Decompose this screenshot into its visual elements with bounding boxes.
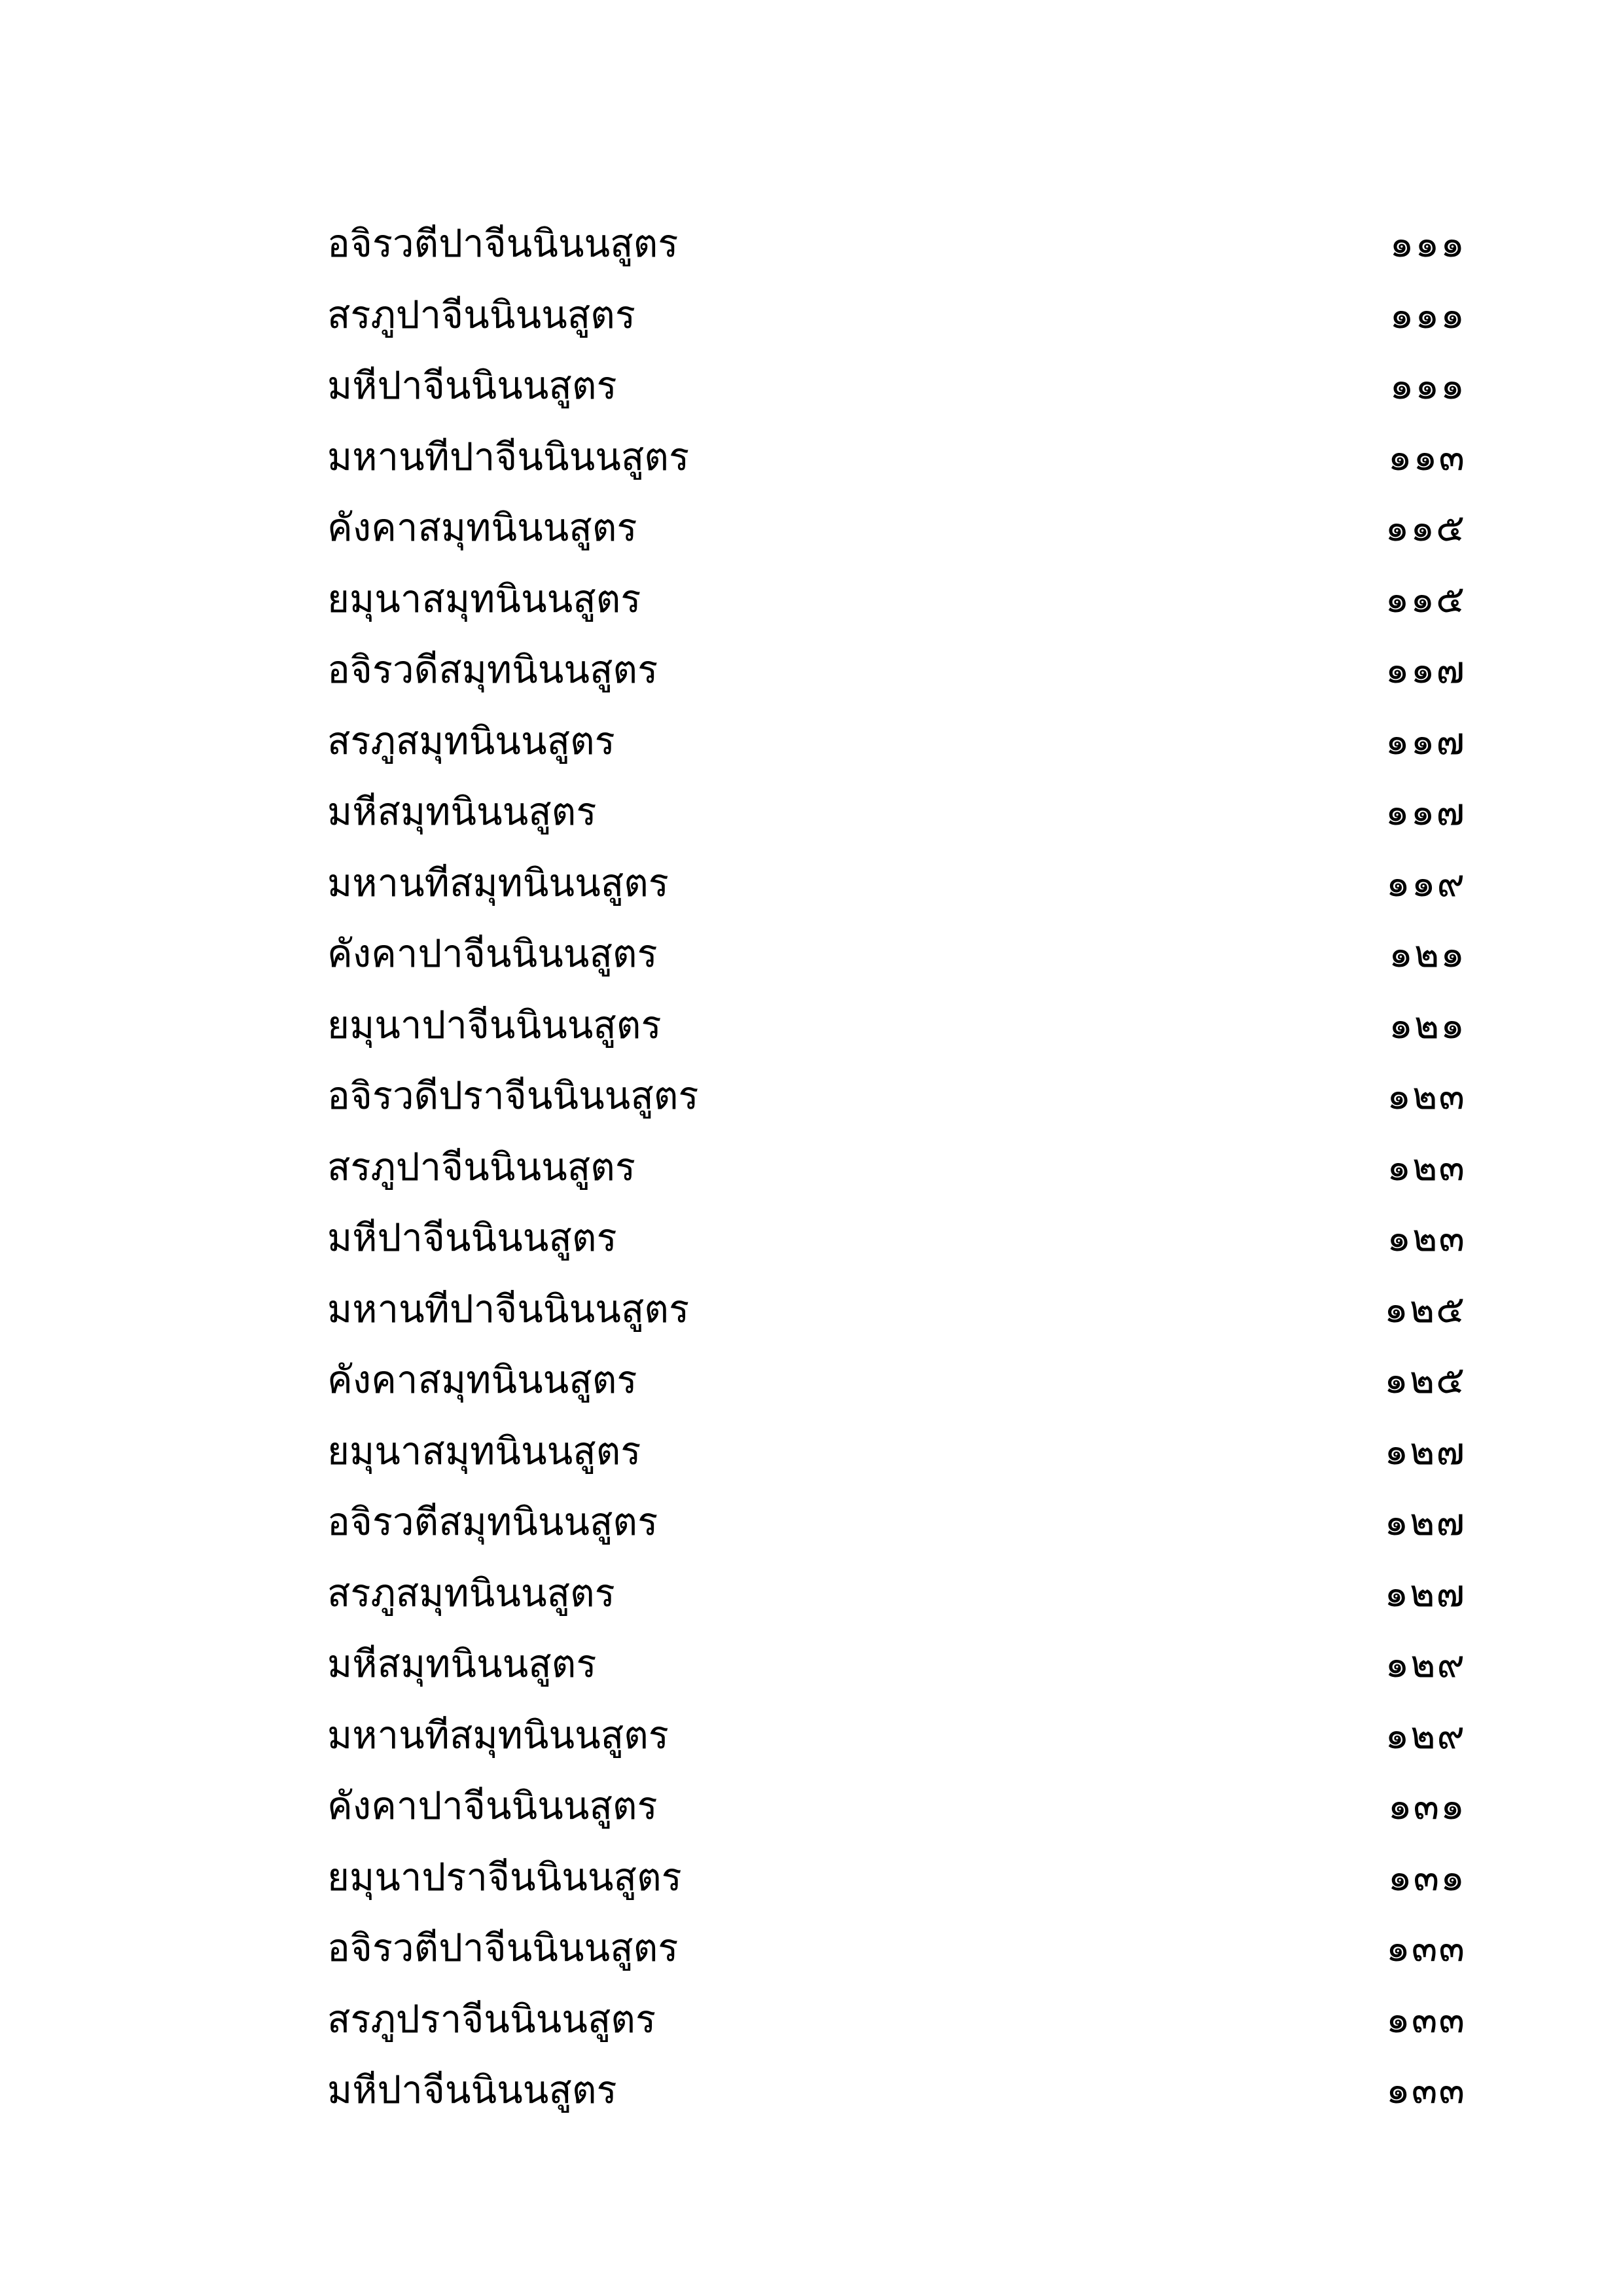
toc-entry-title: อจิรวตีปาจีนนินนสูตร — [327, 221, 679, 266]
table-of-contents — [327, 208, 1466, 2126]
toc-entry-page: ๑๑๓ — [1387, 434, 1466, 479]
toc-entry-page: ๑๓๑ — [1387, 1854, 1466, 1899]
toc-entry-title: มหานทีปาจีนนินนสูตร — [327, 434, 690, 479]
toc-entry-title: มหีปาจีนนินนสูตร — [327, 1215, 617, 1261]
toc-entry — [327, 990, 1466, 1061]
toc-entry-page: ๑๑๗ — [1385, 647, 1466, 692]
toc-entry-title: อจิรวตีสมุทนินนสูตร — [327, 1499, 658, 1545]
toc-entry-title: สรภูปาจีนนินนสูตร — [327, 292, 635, 337]
toc-entry — [327, 1770, 1466, 1842]
toc-entry — [327, 1202, 1466, 1274]
toc-entry-title: มหีสมุทนินนสูตร — [327, 1641, 597, 1687]
toc-entry-title: มหีสมุทนินนสูตร — [327, 789, 597, 834]
toc-entry — [327, 1558, 1466, 1629]
toc-entry — [327, 1628, 1466, 1700]
toc-entry-title: ยมุนาปาจีนนินนสูตร — [327, 1002, 662, 1047]
toc-entry-title: มหานทีปาจีนนินนสูตร — [327, 1286, 690, 1331]
toc-entry-page: ๑๑๗ — [1385, 789, 1466, 834]
toc-entry-title: สรภูปราจีนนินนสูตร — [327, 1996, 656, 2041]
toc-entry — [327, 776, 1466, 848]
toc-entry-title: มหีปาจีนนินนสูตร — [327, 363, 617, 408]
toc-entry-title: ยมุนาสมุทนินนสูตร — [327, 1428, 641, 1473]
toc-entry-title: ยมุนาสมุทนินนสูตร — [327, 576, 641, 621]
toc-entry-page: ๑๒๗ — [1384, 1570, 1466, 1615]
toc-entry-page: ๑๓๓ — [1385, 1926, 1466, 1971]
toc-entry-page: ๑๓๓ — [1385, 2068, 1466, 2113]
toc-entry — [327, 1842, 1466, 1913]
toc-entry-page: ๑๒๙ — [1385, 1641, 1466, 1687]
toc-entry — [327, 1984, 1466, 2055]
toc-entry — [327, 492, 1466, 564]
toc-entry-title: ยมุนาปราจีนนินนสูตร — [327, 1854, 682, 1899]
toc-entry — [327, 1060, 1466, 1132]
toc-entry — [327, 2054, 1466, 2126]
toc-entry-title: อจิรวตีปาจีนนินนสูตร — [327, 1926, 679, 1971]
toc-entry — [327, 1486, 1466, 1558]
toc-entry-page: ๑๒๗ — [1384, 1499, 1466, 1545]
toc-entry — [327, 1344, 1466, 1416]
toc-entry — [327, 350, 1466, 422]
toc-entry-page: ๑๒๕ — [1384, 1286, 1466, 1331]
toc-entry — [327, 1700, 1466, 1771]
toc-entry-page: ๑๑๑ — [1389, 292, 1466, 337]
toc-entry — [327, 634, 1466, 706]
toc-entry-title: มหีปาจีนนินนสูตร — [327, 2068, 617, 2113]
toc-entry — [327, 918, 1466, 990]
toc-entry-title: คังคาปาจีนนินนสูตร — [327, 1784, 658, 1829]
toc-entry-page: ๑๑๙ — [1385, 860, 1466, 905]
toc-entry-page: ๑๒๙ — [1385, 1712, 1466, 1757]
toc-entry — [327, 706, 1466, 777]
toc-entry-page: ๑๑๑ — [1389, 221, 1466, 266]
toc-entry-page: ๑๑๕ — [1385, 576, 1466, 621]
toc-entry — [327, 1132, 1466, 1203]
toc-entry-title: สรภูสมุทนินนสูตร — [327, 1570, 615, 1615]
toc-entry-title: มหานทีสมุทนินนสูตร — [327, 1712, 669, 1757]
toc-entry — [327, 1416, 1466, 1487]
toc-entry-title: คังคาสมุทนินนสูตร — [327, 505, 637, 550]
toc-entry — [327, 208, 1466, 279]
toc-entry-page: ๑๓๓ — [1385, 1996, 1466, 2041]
toc-entry-title: คังคาสมุทนินนสูตร — [327, 1357, 637, 1403]
toc-entry — [327, 279, 1466, 351]
toc-entry-page: ๑๑๗ — [1385, 718, 1466, 763]
toc-entry — [327, 1912, 1466, 1984]
toc-entry-page: ๑๒๕ — [1384, 1357, 1466, 1403]
toc-entry-page: ๑๒๓ — [1387, 1215, 1466, 1261]
toc-entry — [327, 564, 1466, 635]
toc-entry-page: ๑๒๓ — [1387, 1073, 1466, 1119]
toc-entry-page: ๑๒๑ — [1389, 931, 1466, 977]
toc-entry-page: ๑๒๓ — [1387, 1144, 1466, 1189]
toc-entry-title: คังคาปาจีนนินนสูตร — [327, 931, 658, 977]
toc-entry — [327, 422, 1466, 493]
toc-entry-page: ๑๓๑ — [1387, 1784, 1466, 1829]
toc-entry-page: ๑๒๑ — [1389, 1002, 1466, 1047]
toc-entry-page: ๑๑๑ — [1389, 363, 1466, 408]
toc-entry — [327, 848, 1466, 919]
toc-entry-page: ๑๑๕ — [1385, 505, 1466, 550]
toc-entry-title: อจิรวดีสมุทนินนสูตร — [327, 647, 658, 692]
toc-entry-title: มหานทีสมุทนินนสูตร — [327, 860, 669, 905]
toc-entry-title: สรภูปาจีนนินนสูตร — [327, 1144, 635, 1189]
toc-entry — [327, 1274, 1466, 1345]
toc-entry-page: ๑๒๗ — [1384, 1428, 1466, 1473]
toc-entry-title: อจิรวดีปราจีนนินนสูตร — [327, 1073, 699, 1119]
toc-entry-title: สรภูสมุทนินนสูตร — [327, 718, 615, 763]
